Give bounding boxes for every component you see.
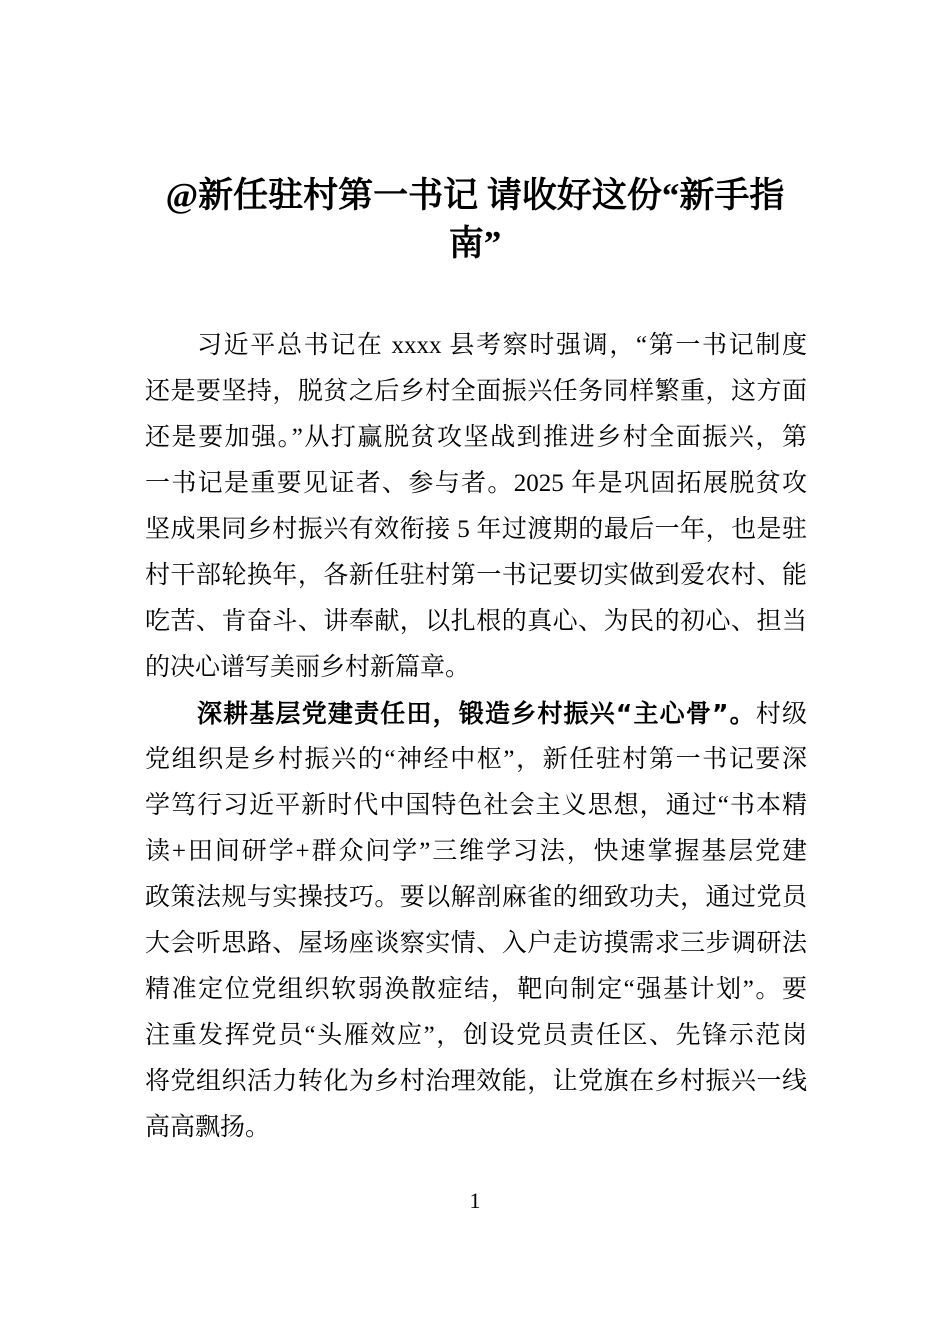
page-number: 1 bbox=[469, 1188, 481, 1213]
document-body bbox=[145, 323, 807, 1151]
text-line: 的决心谱写美丽乡村新篇章。 bbox=[145, 654, 471, 681]
text-line: 大会听思路、屋场座谈察实情、入户走访摸需求三步调研法 bbox=[145, 930, 807, 957]
title-line: 南” bbox=[448, 224, 502, 263]
text-line: 政策法规与实操技巧。要以解剖麻雀的细致功夫，通过党员 bbox=[145, 884, 807, 911]
text-line: 党组织是乡村振兴的“神经中枢”，新任驻村第一书记要深 bbox=[145, 746, 807, 773]
text-line: 一书记是重要见证者、参与者。2025 年是巩固拓展脱贫攻 bbox=[145, 470, 807, 497]
text-line: 还是要加强。”从打赢脱贫攻坚战到推进乡村全面振兴，第 bbox=[145, 424, 807, 451]
text-line: 读+田间研学+群众问学”三维学习法，快速掌握基层党建 bbox=[145, 838, 807, 865]
text-line: 高高飘扬。 bbox=[145, 1114, 271, 1141]
text-span: 村级 bbox=[755, 701, 807, 728]
text-line: 习近平总书记在 xxxx 县考察时强调，“第一书记制度 bbox=[197, 332, 807, 359]
text-line: 注重发挥党员“头雁效应”，创设党员责任区、先锋示范岗 bbox=[145, 1022, 807, 1049]
text-line: 坚成果同乡村振兴有效衔接 5 年过渡期的最后一年，也是驻 bbox=[145, 516, 807, 543]
text-line: 将党组织活力转化为乡村治理效能，让党旗在乡村振兴一线 bbox=[145, 1068, 807, 1095]
text-line bbox=[145, 691, 807, 737]
text-line: 学笃行习近平新时代中国特色社会主义思想，通过“书本精 bbox=[145, 792, 807, 819]
text-line: 村干部轮换年，各新任驻村第一书记要切实做到爱农村、能 bbox=[145, 562, 807, 589]
text-line: 还是要坚持，脱贫之后乡村全面振兴任务同样繁重，这方面 bbox=[145, 378, 807, 405]
title-line: @新任驻村第一书记 请收好这份“新手指 bbox=[165, 176, 785, 215]
paragraph-heading: 深耕基层党建责任田，锻造乡村振兴“主心骨”。 bbox=[197, 699, 756, 728]
paragraph-2 bbox=[145, 691, 807, 1151]
text-line: 精准定位党组织软弱涣散症结，靶向制定“强基计划”。要 bbox=[145, 976, 807, 1003]
document-title bbox=[140, 172, 810, 268]
text-line: 吃苦、肯奋斗、讲奉献，以扎根的真心、为民的初心、担当 bbox=[145, 608, 807, 635]
paragraph-1 bbox=[145, 323, 807, 691]
